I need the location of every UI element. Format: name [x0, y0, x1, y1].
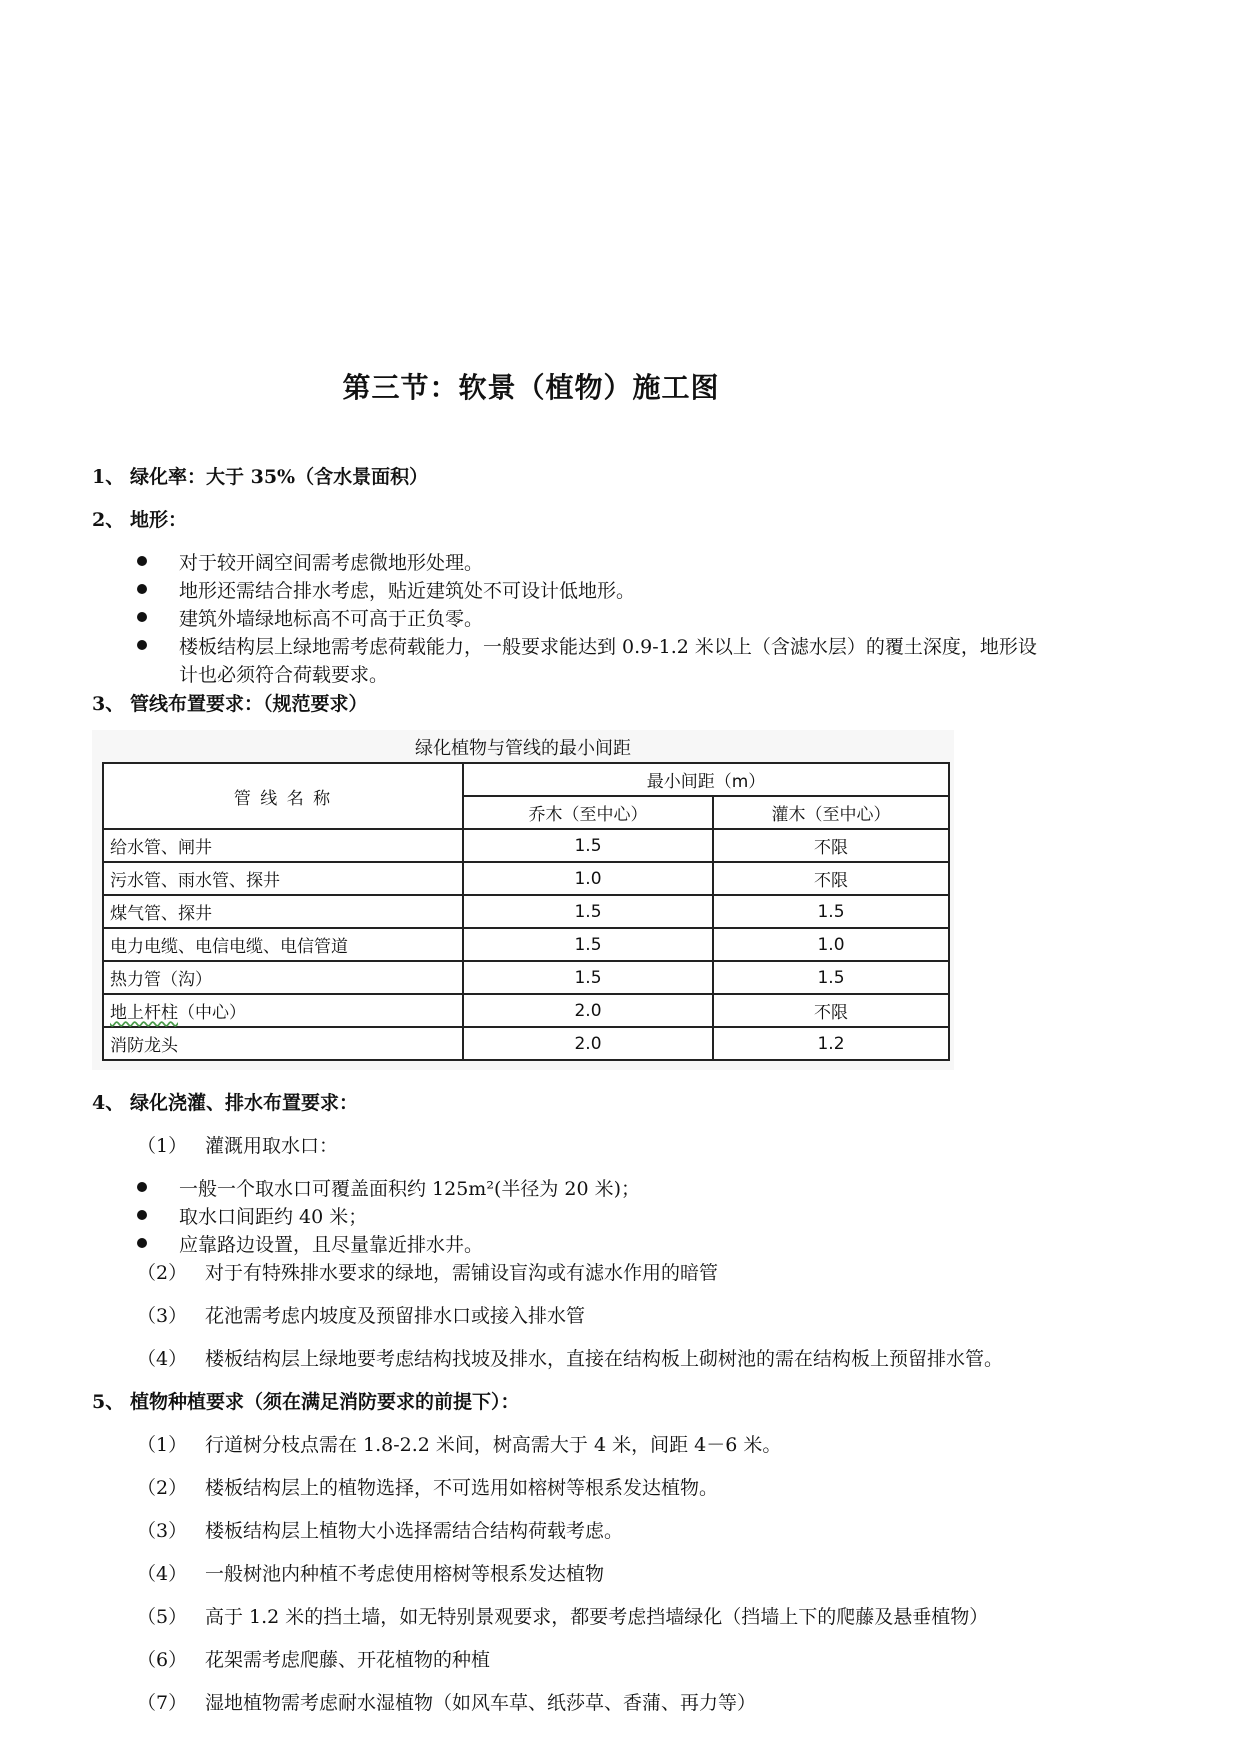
header-shrub: 灌木（至中心）: [713, 796, 949, 829]
page-title: 第三节：软景（植物）施工图: [342, 371, 720, 404]
numbered-item: （7） 湿地植物需考虑耐水湿植物（如风车草、纸莎草、香蒲、再力等）: [137, 1692, 757, 1714]
numbered-item: （1） 灌溉用取水口：: [137, 1135, 339, 1157]
numbered-item: （3） 楼板结构层上植物大小选择需结合结构荷载考虑。: [137, 1520, 624, 1542]
section-2-heading: 2、 地形：: [92, 509, 188, 531]
cell-name: 热力管（沟）: [103, 961, 463, 994]
section-5-heading: 5、 植物种植要求（须在满足消防要求的前提下）：: [92, 1391, 520, 1413]
cell-tree: 1.5: [463, 895, 713, 928]
cell-shrub: 1.5: [713, 961, 949, 994]
list-item-continuation: 计也必须符合荷载要求。: [179, 664, 389, 686]
table-caption: 绿化植物与管线的最小间距: [415, 738, 631, 759]
cell-shrub: 1.5: [713, 895, 949, 928]
cell-name: 地上杆柱（中心）: [103, 994, 463, 1027]
numbered-item: （2） 楼板结构层上的植物选择，不可选用如榕树等根系发达植物。: [137, 1477, 719, 1499]
cell-tree: 2.0: [463, 994, 713, 1027]
bullet-icon: [137, 1210, 147, 1220]
bullet-icon: [137, 612, 147, 622]
list-item: 一般一个取水口可覆盖面积约 125m²(半径为 20 米)；: [137, 1174, 640, 1201]
table-row: [103, 829, 949, 862]
cell-shrub: 1.0: [713, 928, 949, 961]
cell-name: 煤气管、探井: [103, 895, 463, 928]
list-item: 对于较开阔空间需考虑微地形处理。: [137, 548, 483, 575]
cell-tree: 1.0: [463, 862, 713, 895]
cell-name: 电力电缆、电信电缆、电信管道: [103, 928, 463, 961]
header-pipeline-name: 管 线 名 称: [103, 763, 463, 829]
bullet-icon: [137, 1182, 147, 1192]
section-3-heading: 3、 管线布置要求：（规范要求）: [92, 693, 368, 715]
spellcheck-underlined-text: 地上杆柱: [110, 1003, 178, 1023]
list-item: 应靠路边设置，且尽量靠近排水井。: [137, 1230, 483, 1257]
list-item: 地形还需结合排水考虑，贴近建筑处不可设计低地形。: [137, 576, 635, 603]
list-item: 楼板结构层上绿地需考虑荷载能力，一般要求能达到 0.9-1.2 米以上（含滤水层）的覆土深度，地形设: [137, 632, 1037, 659]
table-row: [103, 1027, 949, 1060]
bullet-icon: [137, 584, 147, 594]
numbered-item: （4） 一般树池内种植不考虑使用榕树等根系发达植物: [137, 1563, 605, 1585]
cell-name: 污水管、雨水管、探井: [103, 862, 463, 895]
cell-tree: 1.5: [463, 961, 713, 994]
table-row: [103, 928, 949, 961]
cell-shrub: 不限: [713, 994, 949, 1027]
numbered-item: （1） 行道树分枝点需在 1.8-2.2 米间，树高需大于 4 米，间距 4－6 米。: [137, 1434, 782, 1456]
pipeline-spacing-table: [102, 762, 950, 1061]
table-row: [103, 994, 949, 1027]
bullet-icon: [137, 640, 147, 650]
table-row: [103, 895, 949, 928]
numbered-item: （5） 高于 1.2 米的挡土墙，如无特别景观要求，都要考虑挡墙绿化（挡墙上下的爬藤及悬垂植物）: [137, 1606, 989, 1628]
cell-tree: 1.5: [463, 829, 713, 862]
bullet-icon: [137, 1238, 147, 1248]
cell-shrub: 不限: [713, 862, 949, 895]
cell-name: 消防龙头: [103, 1027, 463, 1060]
list-item: 建筑外墙绿地标高不可高于正负零。: [137, 604, 483, 631]
cell-name: 给水管、闸井: [103, 829, 463, 862]
section-1-heading: 1、 绿化率：大于 35%（含水景面积）: [92, 466, 429, 488]
table-row: [103, 862, 949, 895]
cell-tree: 2.0: [463, 1027, 713, 1060]
header-tree: 乔木（至中心）: [463, 796, 713, 829]
cell-shrub: 1.2: [713, 1027, 949, 1060]
numbered-item: （2） 对于有特殊排水要求的绿地，需铺设盲沟或有滤水作用的暗管: [137, 1262, 719, 1284]
cell-tree: 1.5: [463, 928, 713, 961]
numbered-item: （3） 花池需考虑内坡度及预留排水口或接入排水管: [137, 1305, 586, 1327]
header-min-distance: 最小间距（m）: [463, 763, 949, 796]
section-4-heading: 4、 绿化浇灌、排水布置要求：: [92, 1092, 359, 1114]
cell-shrub: 不限: [713, 829, 949, 862]
table-row: [103, 961, 949, 994]
pipeline-spacing-table-image: [92, 730, 954, 1070]
bullet-icon: [137, 556, 147, 566]
list-item: 取水口间距约 40 米；: [137, 1202, 367, 1229]
numbered-item: （6） 花架需考虑爬藤、开花植物的种植: [137, 1649, 491, 1671]
numbered-item: （4） 楼板结构层上绿地要考虑结构找坡及排水，直接在结构板上砌树池的需在结构板上预留排水管。: [137, 1348, 1004, 1370]
